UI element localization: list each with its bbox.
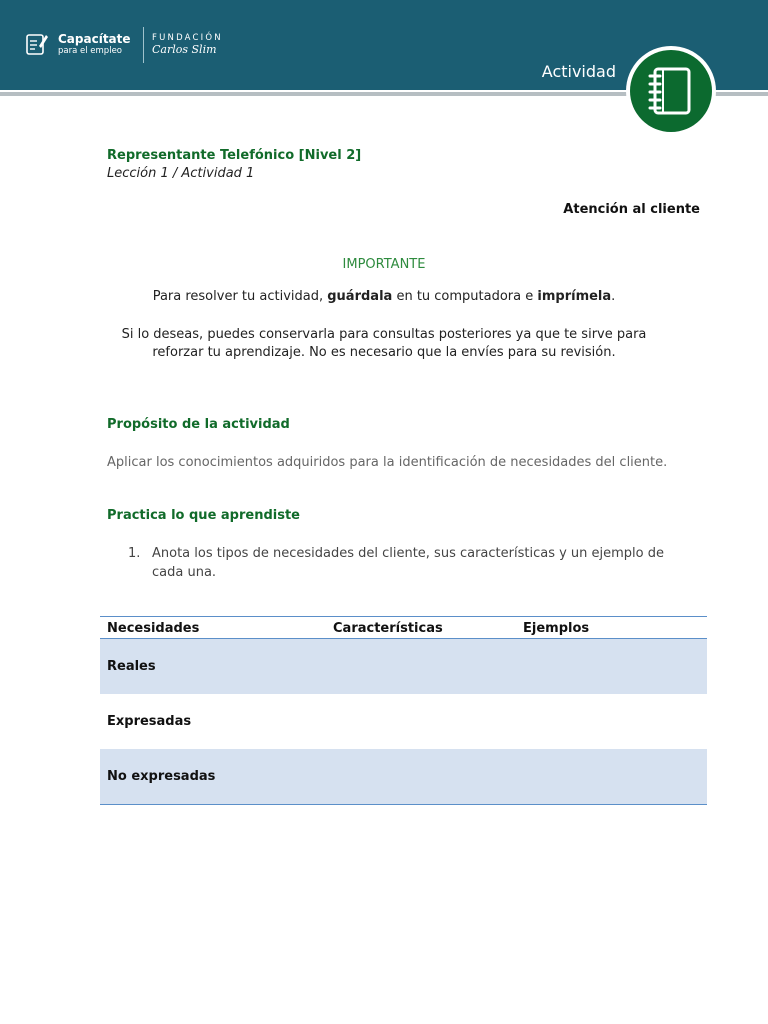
instruction-save-print: Para resolver tu actividad, guárdala en tu computadora e imprímela. bbox=[152, 289, 616, 304]
table-cell: Expresadas bbox=[107, 714, 192, 729]
table-cell[interactable] bbox=[326, 694, 516, 749]
table-cell: Reales bbox=[100, 639, 326, 695]
logo-divider bbox=[143, 27, 144, 63]
purpose-heading: Propósito de la actividad bbox=[107, 417, 290, 432]
table-row bbox=[100, 639, 707, 695]
table-cell[interactable] bbox=[326, 749, 516, 805]
topic-heading: Atención al cliente bbox=[563, 202, 700, 217]
column-header-characteristics: Características bbox=[326, 617, 516, 639]
foundation-label: FUNDACIÓN bbox=[152, 33, 223, 43]
instruction-keep: Si lo deseas, puedes conservarla para consultas posteriores ya que te sirve para reforzar tu aprendizaje. No es necesario que la envíes para su revisión. bbox=[121, 327, 647, 360]
logo-title: Capacítate bbox=[58, 32, 131, 46]
table-row bbox=[100, 749, 707, 805]
table-cell[interactable] bbox=[516, 749, 707, 805]
logo-subtitle: para el empleo bbox=[58, 46, 122, 56]
step-text: Anota los tipos de necesidades del cliente, sus características y un ejemplo de cada una. bbox=[152, 546, 665, 580]
column-header-needs: Necesidades bbox=[100, 617, 326, 639]
column-header-examples: Ejemplos bbox=[516, 617, 707, 639]
table-row bbox=[100, 694, 707, 749]
practice-heading: Practica lo que aprendiste bbox=[107, 508, 301, 523]
activity-badge bbox=[626, 46, 716, 136]
purpose-text: Aplicar los conocimientos adquiridos para la identificación de necesidades del cliente. bbox=[107, 455, 668, 470]
table-cell[interactable] bbox=[516, 639, 707, 695]
table-cell[interactable] bbox=[516, 694, 707, 749]
table-cell: No expresadas bbox=[100, 749, 326, 805]
table-cell[interactable] bbox=[326, 639, 516, 695]
foundation-signature: Carlos Slim bbox=[152, 43, 217, 56]
section-label: Actividad bbox=[541, 62, 616, 81]
course-title: Representante Telefónico [Nivel 2] bbox=[107, 148, 362, 163]
needs-table bbox=[100, 616, 707, 805]
step-number: 1. bbox=[128, 546, 141, 561]
lesson-label: Lección 1 / Actividad 1 bbox=[107, 166, 255, 181]
notebook-icon bbox=[630, 50, 712, 132]
checklist-pencil-icon bbox=[26, 32, 48, 56]
important-label: IMPORTANTE bbox=[342, 257, 426, 272]
table-header-row bbox=[100, 617, 707, 639]
